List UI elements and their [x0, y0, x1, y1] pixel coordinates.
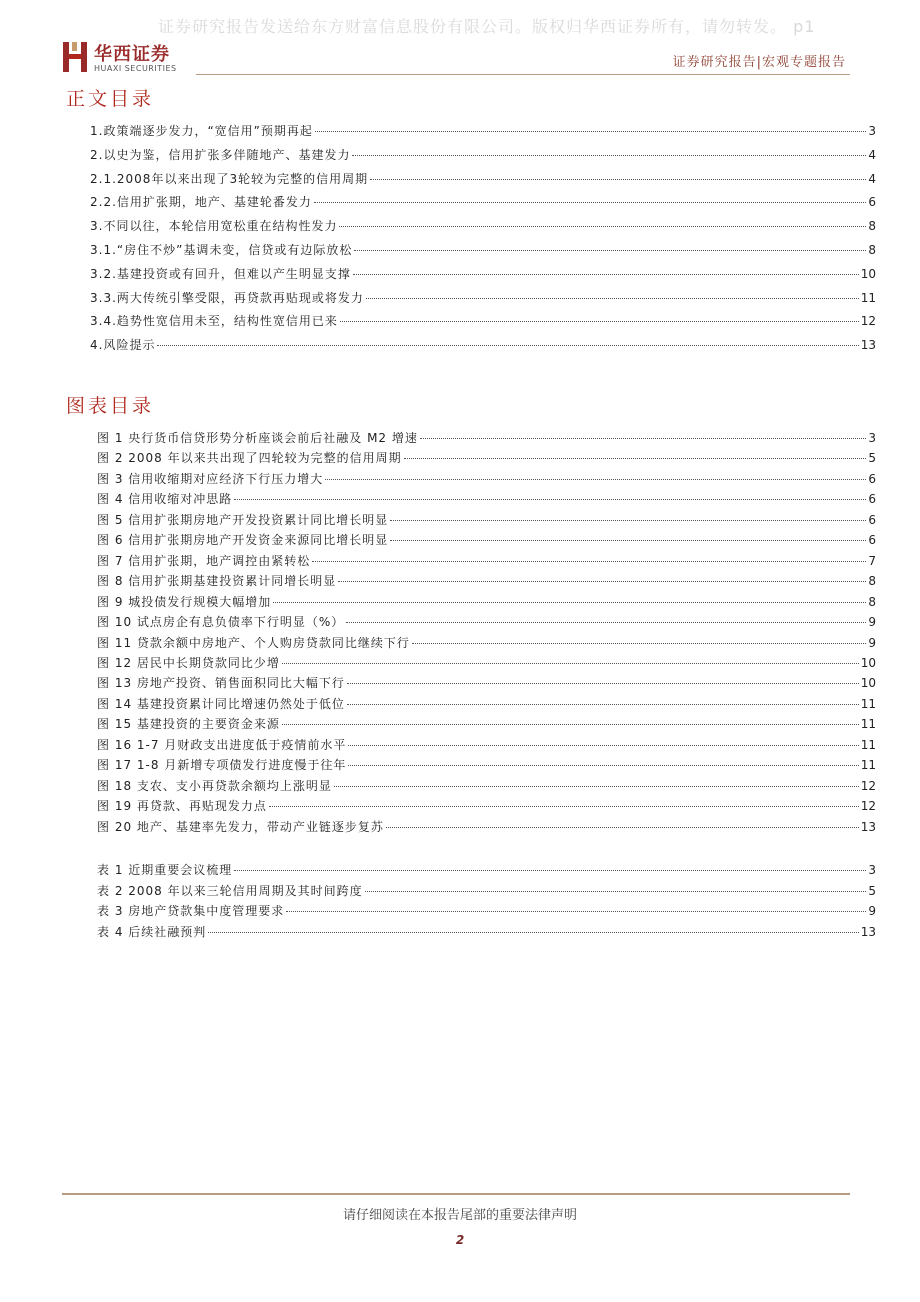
toc-entry-title: 图 20 地产、基建率先发力，带动产业链逐步复苏: [97, 819, 384, 834]
toc-entry-link[interactable]: [90, 122, 876, 139]
toc-entry-page: 8: [868, 219, 876, 234]
dot-leader: [352, 155, 866, 156]
dot-leader: [348, 745, 858, 746]
toc-entry-link[interactable]: [97, 531, 876, 548]
dot-leader: [404, 458, 867, 459]
toc-entry-title: 3.4.趋势性宽信用未至，结构性宽信用已来: [90, 314, 338, 329]
dot-leader: [339, 226, 866, 227]
toc-entry-page: 9: [868, 904, 876, 918]
toc-entry-page: 6: [868, 492, 876, 507]
report-type-label: 证券研究报告|宏观专题报告: [672, 55, 846, 70]
toc-entry-page: 3: [868, 863, 876, 877]
toc-entry-link[interactable]: [97, 593, 876, 610]
company-logo: [62, 40, 202, 76]
dot-leader: [282, 663, 859, 664]
footer-divider: [62, 1193, 850, 1195]
toc-entry-title: 图 18 支农、支小再贷款余额均上涨明显: [97, 778, 332, 793]
toc-entry-link[interactable]: [90, 289, 876, 306]
toc-entry-title: 图 2 2008 年以来共出现了四轮较为完整的信用周期: [97, 451, 402, 466]
toc-entry-page: 10: [860, 266, 876, 281]
dot-leader: [315, 131, 866, 132]
toc-entry-title: 1.政策端逐步发力，“宽信用”预期再起: [90, 124, 313, 138]
toc-entry-link[interactable]: [97, 634, 876, 651]
logo-english-name: HUAXI SECURITIES: [94, 64, 177, 73]
toc-entry-link[interactable]: [97, 818, 876, 835]
toc-entry-link[interactable]: [90, 217, 876, 234]
toc-entry-link[interactable]: [97, 715, 876, 732]
toc-entry-link[interactable]: [90, 336, 876, 353]
toc-entry-page: 6: [868, 195, 876, 210]
toc-entry-title: 图 15 基建投资的主要资金来源: [97, 717, 280, 732]
toc-entry-link[interactable]: [90, 312, 876, 329]
toc-entry-page: 4: [868, 171, 876, 186]
toc-entry-link[interactable]: [97, 695, 876, 712]
watermark-text: 证券研究报告发送给东方财富信息股份有限公司。版权归华西证券所有，请勿转发。 p1: [158, 17, 816, 36]
dot-leader: [286, 911, 866, 912]
toc-entry-title: 图 4 信用收缩对冲思路: [97, 492, 233, 507]
toc-entry-link[interactable]: [90, 241, 876, 258]
toc-entry-page: 8: [868, 243, 876, 257]
toc-entry-title: 3.3.两大传统引擎受限，再贷款再贴现或将发力: [90, 290, 364, 305]
toc-entry-link[interactable]: [97, 511, 876, 528]
toc-entry-title: 图 17 1-8 月新增专项债发行进度慢于往年: [97, 758, 347, 773]
toc-entry-page: 12: [860, 314, 876, 329]
toc-entry-link[interactable]: [97, 470, 876, 487]
toc-entry-page: 6: [868, 512, 876, 527]
toc-entry-title: 2.2.信用扩张期，地产、基建轮番发力: [90, 195, 312, 210]
toc-entry-page: 4: [868, 147, 876, 162]
dot-leader: [420, 438, 866, 439]
dot-leader: [353, 274, 859, 275]
toc-entry-link[interactable]: [97, 429, 876, 446]
figures-title: 图表目录: [66, 395, 155, 417]
dot-leader: [157, 345, 858, 346]
toc-entry-title: 2.1.2008年以来出现了3轮较为完整的信用周期: [90, 171, 369, 186]
logo-chinese-name: 华西证券: [94, 44, 170, 65]
dot-leader: [390, 540, 866, 541]
dot-leader: [208, 932, 858, 933]
toc-entry-link[interactable]: [97, 756, 876, 773]
toc-entry-page: 13: [860, 924, 876, 939]
toc-entry-link[interactable]: [97, 923, 876, 940]
toc-entry-title: 图 11 贷款余额中房地产、个人购房贷款同比继续下行: [97, 635, 410, 650]
toc-entry-title: 图 16 1-7 月财政支出进度低于疫情前水平: [97, 737, 347, 752]
dot-leader: [365, 891, 867, 892]
toc-entry-page: 5: [868, 451, 876, 466]
dot-leader: [314, 202, 866, 203]
toc-entry-title: 表 2 2008 年以来三轮信用周期及其时间跨度: [97, 883, 363, 898]
dot-leader: [334, 786, 859, 787]
toc-entry-page: 11: [860, 758, 876, 773]
toc-entry-page: 12: [860, 799, 876, 814]
toc-entry-title: 图 13 房地产投资、销售面积同比大幅下行: [97, 676, 345, 691]
header-divider: [196, 74, 850, 75]
dot-leader: [412, 643, 866, 644]
toc-entry-title: 表 3 房地产贷款集中度管理要求: [97, 904, 285, 918]
toc-entry-page: 9: [868, 635, 876, 650]
dot-leader: [312, 561, 866, 562]
toc-entry-title: 图 6 信用扩张期房地产开发资金来源同比增长明显: [97, 533, 389, 548]
toc-entry-link[interactable]: [90, 170, 876, 187]
dot-leader: [348, 765, 858, 766]
toc-entry-page: 11: [860, 290, 876, 305]
toc-entry-link[interactable]: [97, 552, 876, 569]
toc-entry-link[interactable]: [90, 146, 876, 163]
dot-leader: [273, 602, 866, 603]
toc-entry-link[interactable]: [97, 654, 876, 671]
toc-entry-link[interactable]: [97, 613, 876, 630]
toc-entry-page: 3: [868, 431, 876, 445]
toc-title: 正文目录: [66, 88, 155, 110]
toc-entry-page: 5: [868, 883, 876, 898]
toc-entry-title: 2.以史为鉴，信用扩张多伴随地产、基建发力: [90, 147, 351, 162]
toc-entry-link[interactable]: [97, 882, 876, 899]
toc-entry-page: 11: [860, 737, 876, 752]
toc-entry-link[interactable]: [97, 449, 876, 466]
dot-leader: [325, 479, 866, 480]
toc-entry-title: 图 3 信用收缩期对应经济下行压力增大: [97, 471, 324, 486]
toc-entry-link[interactable]: [97, 490, 876, 507]
toc-entry-link[interactable]: [97, 572, 876, 589]
dot-leader: [347, 704, 859, 705]
toc-entry-title: 表 4 后续社融预判: [97, 924, 207, 939]
toc-entry-title: 图 10 试点房企有息负债率下行明显（%）: [97, 615, 345, 630]
toc-entry-title: 图 9 城投债发行规模大幅增加: [97, 594, 272, 609]
toc-entry-page: 11: [860, 717, 876, 732]
toc-entry-page: 9: [868, 615, 876, 630]
toc-entry-title: 图 8 信用扩张期基建投资累计同增长明显: [97, 574, 337, 589]
toc-entry-title: 图 14 基建投资累计同比增速仍然处于低位: [97, 696, 345, 711]
dot-leader: [282, 724, 859, 725]
dot-leader: [346, 622, 866, 623]
dot-leader: [366, 298, 859, 299]
dot-leader: [370, 179, 866, 180]
toc-entry-link[interactable]: [97, 736, 876, 753]
toc-entry-link[interactable]: [90, 265, 876, 282]
toc-entry-link[interactable]: [90, 193, 876, 210]
toc-entry-page: 10: [860, 676, 876, 691]
toc-entry-page: 10: [860, 655, 876, 670]
dot-leader: [340, 321, 859, 322]
dot-leader: [390, 520, 866, 521]
toc-entry-title: 图 7 信用扩张期，地产调控由紧转松: [97, 553, 311, 568]
dot-leader: [338, 581, 866, 582]
toc-entry-title: 图 19 再贷款、再贴现发力点: [97, 799, 267, 814]
toc-entry-title: 图 5 信用扩张期房地产开发投资累计同比增长明显: [97, 512, 389, 527]
dot-leader: [386, 827, 859, 828]
toc-entry-title: 表 1 近期重要会议梳理: [97, 863, 233, 877]
toc-entry-title: 图 1 央行货币信贷形势分析座谈会前后社融及 M2 增速: [97, 431, 418, 445]
toc-entry-page: 6: [868, 533, 876, 548]
toc-entry-page: 11: [860, 696, 876, 711]
toc-entry-link[interactable]: [97, 797, 876, 814]
toc-entry-title: 4.风险提示: [90, 338, 156, 353]
toc-entry-title: 3.不同以往，本轮信用宽松重在结构性发力: [90, 219, 338, 234]
dot-leader: [234, 870, 866, 871]
toc-entry-page: 13: [860, 819, 876, 834]
toc-entry-title: 3.1.“房住不炒”基调未变，信贷或有边际放松: [90, 243, 353, 257]
toc-entry-title: 图 12 居民中长期贷款同比少增: [97, 655, 280, 670]
toc-entry-page: 3: [868, 124, 876, 138]
toc-entry-page: 8: [868, 574, 876, 589]
toc-entry-link[interactable]: [97, 902, 876, 919]
toc-entry-title: 3.2.基建投资或有回升，但难以产生明显支撑: [90, 266, 351, 281]
toc-entry-link[interactable]: [97, 777, 876, 794]
toc-entry-page: 6: [868, 471, 876, 486]
legal-disclaimer: 请仔细阅读在本报告尾部的重要法律声明: [342, 1208, 577, 1223]
toc-entry-link[interactable]: [97, 674, 876, 691]
dot-leader: [347, 683, 859, 684]
toc-entry-page: 7: [868, 553, 876, 568]
dot-leader: [234, 499, 866, 500]
toc-entry-link[interactable]: [97, 861, 876, 878]
huaxi-logo-icon: [62, 40, 88, 74]
toc-entry-page: 12: [860, 778, 876, 793]
toc-entry-page: 8: [868, 594, 876, 609]
dot-leader: [354, 250, 866, 251]
dot-leader: [269, 806, 859, 807]
toc-entry-page: 13: [860, 338, 876, 353]
page-number: 2: [455, 1233, 465, 1247]
